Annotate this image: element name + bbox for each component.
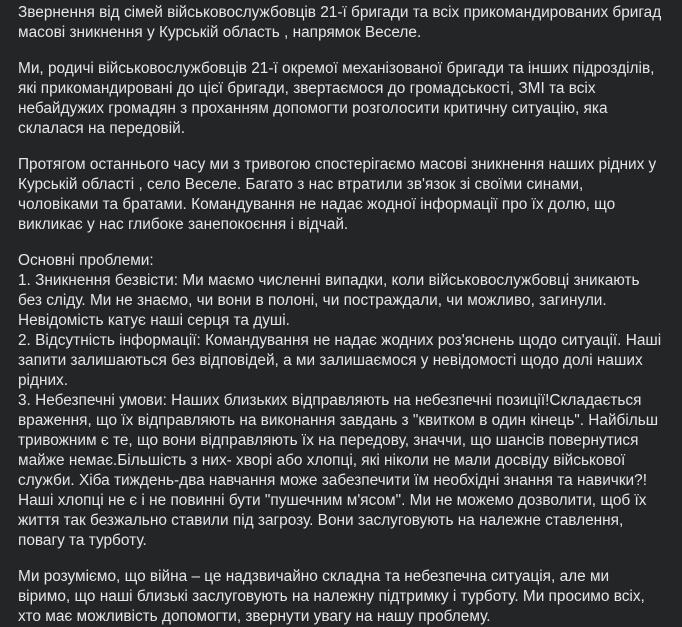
post-paragraph-appeal: Ми, родичі військовослужбовців 21-ї окремої механізованої бригади та інших підрозділів, які прикомандировані до цієї бригади, звертаємося до громадськості, ЗМІ та всіх небайдужих громадян з проханням допомогти розголосити критичну ситуацію, яка склалася на передовій.	[18, 60, 655, 137]
post-paragraph-title: Звернення від сімей військовослужбовців 21-ї бригади та всіх прикомандированих бригад масові зникнення у Курській область , напрямок Веселе.	[18, 4, 662, 41]
post-paragraph-situation: Протягом останнього часу ми з тривогою спостерігаємо масові зникнення наших рідних у Курській області , село Веселе. Багато з нас втратили зв'язок зі своїми синами, чоловіками та братами. Командування не надає жодної інформації про їх долю, що викликає у нас глибоке занепокоєння і відчай.	[18, 156, 657, 233]
post-paragraph-closing: Ми розуміємо, що війна – це надзвичайно складна та небезпечна ситуація, але ми віримо, що наші близькі заслуговують на належну підтримку і турботу. Ми просимо всіх, хто має можливість допомогти, звернути увагу на нашу проблему.	[18, 568, 645, 625]
post-paragraph-problems: Основні проблеми: 1. Зникнення безвісти: Ми маємо численні випадки, коли військовослужбовці зникають без сліду. Ми не знаємо, чи вони в полоні, чи постраждали, чи можливо, загинули. Невідомість катує наші серця та душі. 2. Відсутність інформації: Командування не надає жодних роз'яснень щодо ситуації. Наші запити залишаються без відповідей, а ми залишаємося у невідомості щодо долі наших рідних. 3. Небезпечні умови: Наших близьких відправляють на небезпечні позиції!Складається враження, що їх відправляють на виконання завдань з "квитком в один кінець". Найбільш тривожним є те, що вони відправляють їх на передову, значчи, що шансів повернутися майже немає.Більшість з них- хворі або хлопці, які ніколи не мали досвіду військової служби. Хіба тиждень-два навчання може забезпечити їм необхідні знання та навички?! Наші хлопці не є і не повинні бути "пушечним м'ясом". Ми не можемо дозволити, щоб їх життя так безжально ставили під загрозу. Вони заслуговують на належне ставлення, повагу та турботу.	[18, 252, 662, 549]
